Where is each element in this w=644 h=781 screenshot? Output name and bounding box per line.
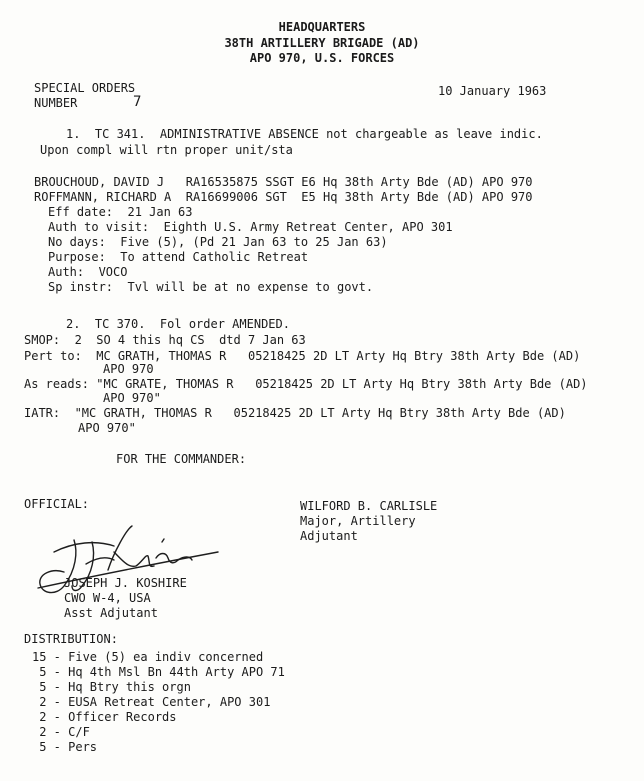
item2-heading: 2. TC 370. Fol order AMENDED. bbox=[66, 317, 290, 331]
distribution-item: 5 - Hq Btry this orgn bbox=[32, 680, 191, 694]
item1-person-1: BROUCHOUD, DAVID J RA16535875 SSGT E6 Hq 38th Arty Bde (AD) APO 970 bbox=[34, 175, 533, 189]
distribution-label: DISTRIBUTION: bbox=[24, 632, 118, 646]
item1-detail-sp-instr: Sp instr: Tvl will be at no expense to govt. bbox=[48, 280, 374, 294]
for-the-commander: FOR THE COMMANDER: bbox=[116, 452, 247, 466]
item1-detail-eff-date: Eff date: 21 Jan 63 bbox=[48, 205, 193, 219]
item2-iath: IATR: "MC GRATH, THOMAS R 05218425 2D LT Arty Hq Btry 38th Arty Bde (AD) bbox=[24, 406, 566, 420]
signer-left-rank: CWO W-4, USA bbox=[64, 591, 151, 605]
order-number-label: NUMBER bbox=[34, 96, 78, 110]
item2-as-reads: As reads: "MC GRATE, THOMAS R 05218425 2D LT Arty Hq Btry 38th Arty Bde (AD) bbox=[24, 377, 588, 391]
signer-right-title: Adjutant bbox=[300, 529, 358, 543]
order-number: 7 bbox=[133, 94, 142, 110]
item2-iath-apo: APO 970" bbox=[78, 421, 136, 435]
distribution-item: 2 - Officer Records bbox=[32, 710, 177, 724]
header-line-2: 38TH ARTILLERY BRIGADE (AD) bbox=[224, 36, 420, 50]
item2-smop: SMOP: 2 SO 4 this hq CS dtd 7 Jan 63 bbox=[24, 333, 306, 347]
item2-pert-to-apo: APO 970 bbox=[103, 362, 154, 376]
signer-right-name: WILFORD B. CARLISLE bbox=[300, 499, 438, 513]
item2-pert-to: Pert to: MC GRATH, THOMAS R 05218425 2D LT Arty Hq Btry 38th Arty Bde (AD) bbox=[24, 349, 581, 363]
distribution-item: 2 - C/F bbox=[32, 725, 90, 739]
distribution-item: 2 - EUSA Retreat Center, APO 301 bbox=[32, 695, 271, 709]
distribution-item: 15 - Five (5) ea indiv concerned bbox=[32, 650, 264, 664]
item1-detail-purpose: Purpose: To attend Catholic Retreat bbox=[48, 250, 309, 264]
order-date: 10 January 1963 bbox=[438, 84, 547, 98]
distribution-item: 5 - Hq 4th Msl Bn 44th Arty APO 71 bbox=[32, 665, 285, 679]
item1-line2: Upon compl will rtn proper unit/sta bbox=[40, 143, 293, 157]
item1-heading: 1. TC 341. ADMINISTRATIVE ABSENCE not chargeable as leave indic. bbox=[66, 127, 543, 141]
item1-person-2: ROFFMANN, RICHARD A RA16699006 SGT E5 Hq 38th Arty Bde (AD) APO 970 bbox=[34, 190, 533, 204]
signer-right-rank: Major, Artillery bbox=[300, 514, 416, 528]
header-line-1: HEADQUARTERS bbox=[278, 20, 366, 34]
item1-detail-auth-visit: Auth to visit: Eighth U.S. Army Retreat Center, APO 301 bbox=[48, 220, 453, 234]
header-line-3: APO 970, U.S. FORCES bbox=[249, 51, 395, 65]
order-title: SPECIAL ORDERS bbox=[34, 81, 136, 95]
signer-left-title: Asst Adjutant bbox=[64, 606, 158, 620]
item2-as-reads-apo: APO 970" bbox=[103, 391, 161, 405]
official-label: OFFICIAL: bbox=[24, 497, 90, 511]
distribution-item: 5 - Pers bbox=[32, 740, 98, 754]
item1-detail-no-days: No days: Five (5), (Pd 21 Jan 63 to 25 Jan 63) bbox=[48, 235, 388, 249]
item1-detail-auth: Auth: VOCO bbox=[48, 265, 128, 279]
signer-left-name: JOSEPH J. KOSHIRE bbox=[64, 576, 187, 590]
